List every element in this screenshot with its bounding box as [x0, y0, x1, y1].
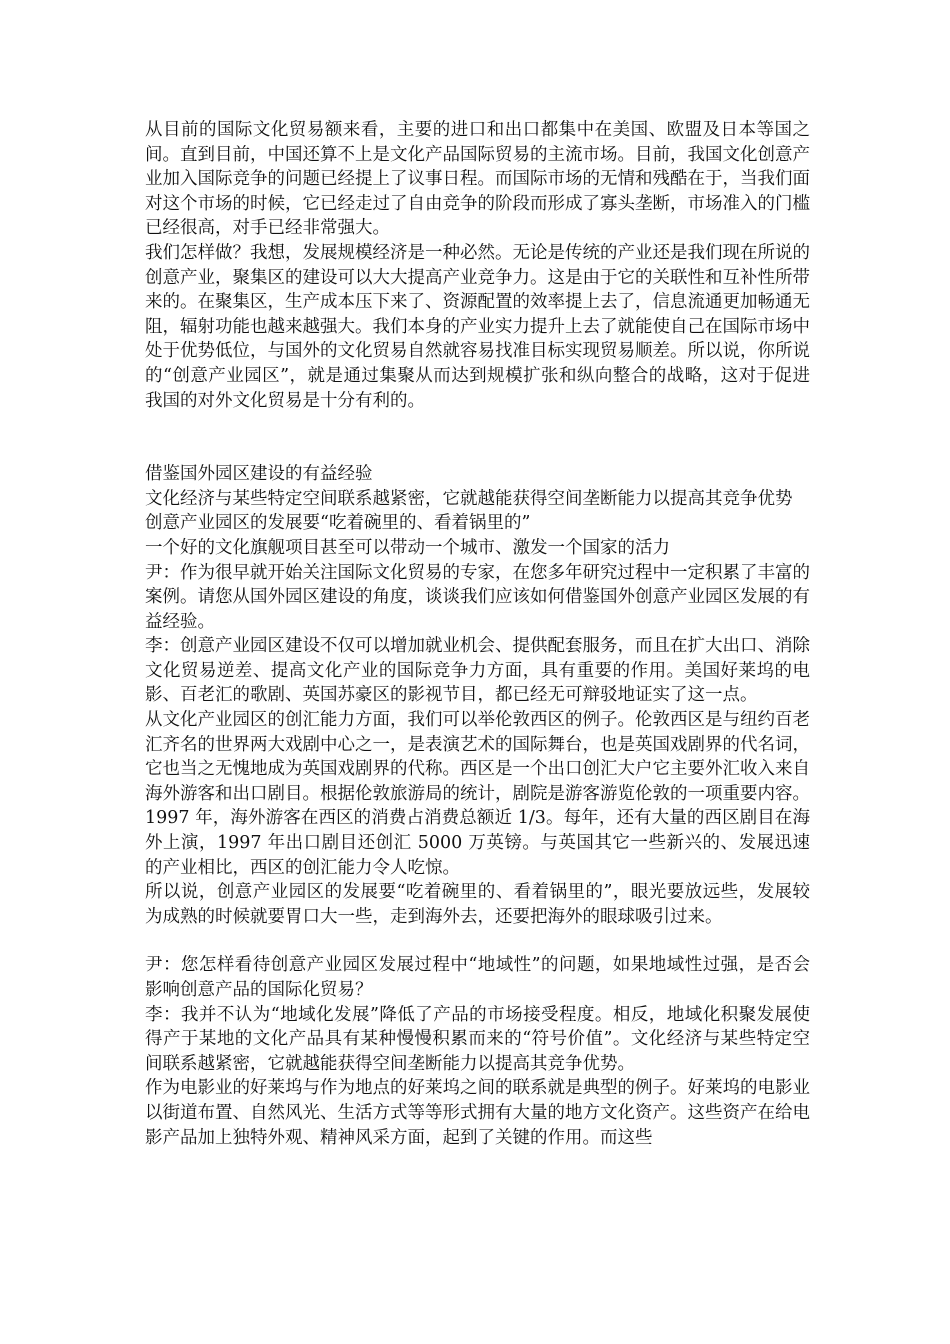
subheading-2: 创意产业园区的发展要“吃着碗里的、看着锅里的” — [145, 513, 531, 534]
section-heading: 借鉴国外园区建设的有益经验 — [145, 464, 373, 485]
paragraph-hollywood: 作为电影业的好莱坞与作为地点的好莱坞之间的联系就是典型的例子。好莱坞的电影业以街道布置、自然风光、生活方式等等形式拥有大量的地方文化资产。这些资产在给电影产品加上独特外观、精神风采方面，起到了关键的作用。而这些 — [145, 1078, 810, 1148]
paragraph-question-1: 尹：作为很早就开始关注国际文化贸易的专家，在您多年研究过程中一定积累了丰富的案例。请您从国外园区建设的角度，谈谈我们应该如何借鉴国外创意产业园区发展的有益经验。 — [145, 562, 810, 632]
paragraph-intro-2: 我们怎样做？我想，发展规模经济是一种必然。无论是传统的产业还是我们现在所说的创意产业，聚集区的建设可以大大提高产业竞争力。这是由于它的关联性和互补性所带来的。在聚集区，生产成本压下来了、资源配置的效率提上去了，信息流通更加畅通无阻，辐射功能也越来越强大。我们本身的产业实力提升上去了就能使自己在国际市场中处于优势低位，与国外的文化贸易自然就容易找准目标实现贸易顺差。所以说，你所说的“创意产业园区”，就是通过集聚从而达到规模扩张和纵向整合的战略，这对于促进我国的对外文化贸易是十分有利的。 — [145, 242, 810, 411]
paragraph-intro-1: 从目前的国际文化贸易额来看，主要的进口和出口都集中在美国、欧盟及日本等国之间。直到目前，中国还算不上是文化产品国际贸易的主流市场。目前，我国文化创意产业加入国际竞争的问题已经提上了议事日程。而国际市场的无情和残酷在于，当我们面对这个市场的时候，它已经走过了自由竞争的阶段而形成了寡头垄断，市场准入的门槛已经很高，对手已经非常强大。 — [145, 120, 810, 239]
paragraph-conclusion: 所以说，创意产业园区的发展要“吃着碗里的、看着锅里的”，眼光要放远些，发展较为成熟的时候就要胃口大一些，走到海外去，还要把海外的眼球吸引过来。 — [145, 882, 810, 927]
paragraph-west-end: 从文化产业园区的创汇能力方面，我们可以举伦敦西区的例子。伦敦西区是与纽约百老汇齐名的世界两大戏剧中心之一，是表演艺术的国际舞台，也是英国戏剧界的代名词，它也当之无愧地成为英国戏剧界的代称。西区是一个出口创汇大户它主要外汇收入来自海外游客和出口剧目。根据伦敦旅游局的统计，剧院是游客游览伦敦的一项重要内容。1997 年，海外游客在西区的消费占消费总额近 1/3。每年，还有大量的西区剧目在海外上演，1997 年出口剧目还创汇 5000 万英镑。与英国其它一些新兴的、发展迅速的产业相比，西区的创汇能力令人吃惊。 — [145, 710, 810, 878]
paragraph-answer-1: 李：创意产业园区建设不仅可以增加就业机会、提供配套服务，而且在扩大出口、消除文化贸易逆差、提高文化产业的国际竞争力方面，具有重要的作用。美国好莱坞的电影、百老汇的歌剧、英国苏豪区的影视节目，都已经无可辩驳地证实了这一点。 — [145, 636, 810, 706]
paragraph-spacer — [145, 929, 810, 953]
paragraph-question-2: 尹：您怎样看待创意产业园区发展过程中“地域性”的问题，如果地域性过强，是否会影响创意产品的国际化贸易？ — [145, 955, 810, 1000]
paragraph-spacer — [145, 413, 810, 462]
subheading-3: 一个好的文化旗舰项目甚至可以带动一个城市、激发一个国家的活力 — [145, 537, 670, 558]
subheading-1: 文化经济与某些特定空间联系越紧密，它就越能获得空间垄断能力以提高其竞争优势 — [145, 488, 793, 509]
document-page — [145, 118, 810, 1150]
paragraph-answer-2: 李：我并不认为“地域化发展”降低了产品的市场接受程度。相反，地域化积聚发展使得产于某地的文化产品具有某种慢慢积累而来的“符号价值”。文化经济与某些特定空间联系越紧密，它就越能获得空间垄断能力以提高其竞争优势。 — [145, 1004, 810, 1074]
